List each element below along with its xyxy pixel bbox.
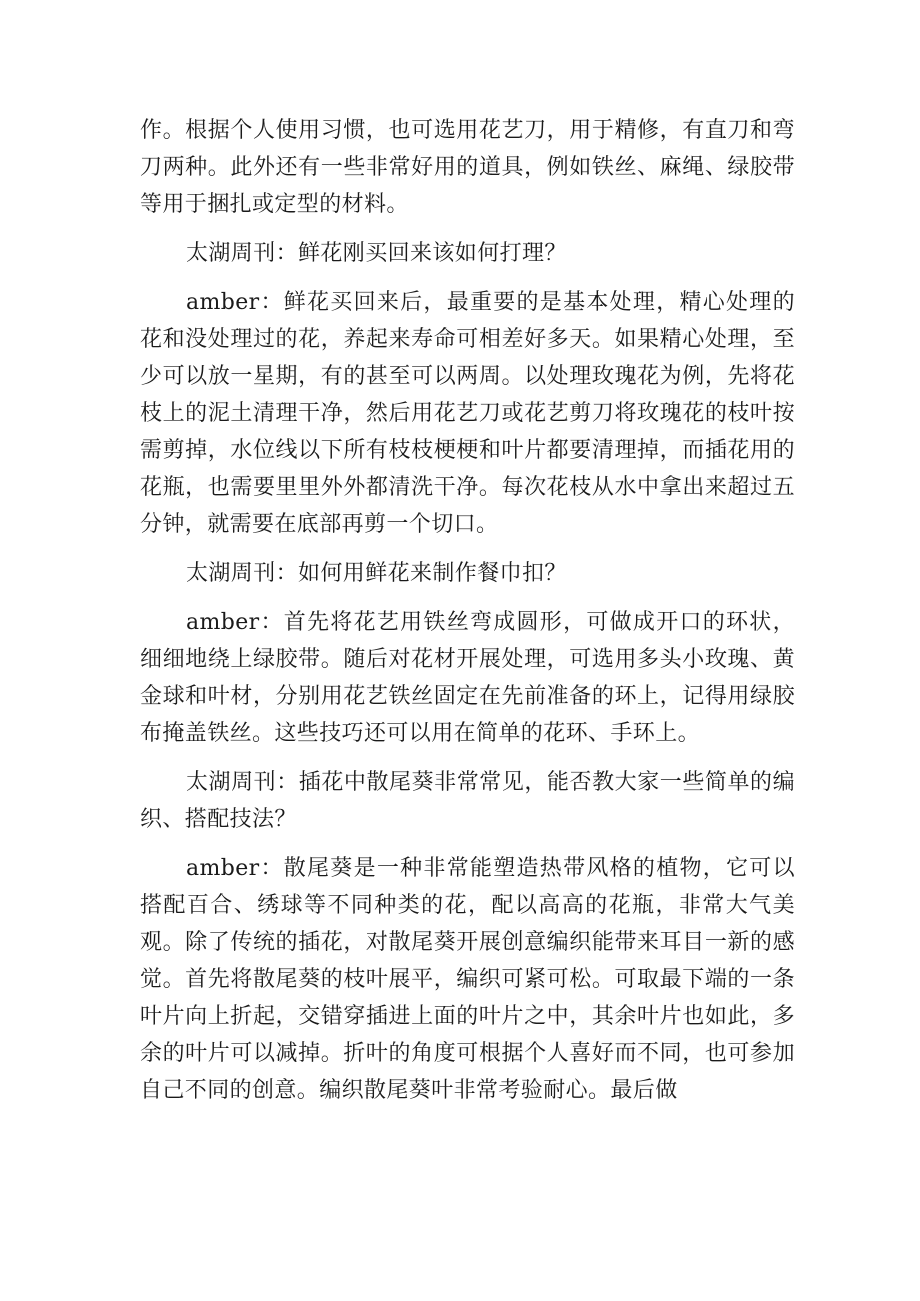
- article-body: [140, 112, 795, 1121]
- paragraph-tools-intro: 作。根据个人使用习惯，也可选用花艺刀，用于精修，有直刀和弯刀两种。此外还有一些非常好用的道具，例如铁丝、麻绳、绿胶带等用于捆扎或定型的材料。: [140, 118, 795, 217]
- answer-napkin-ring: amber：首先将花艺用铁丝弯成圆形，可做成开口的环状，细细地绕上绿胶带。随后对花材开展处理，可选用多头小玫瑰、黄金球和叶材，分别用花艺铁丝固定在先前准备的环上，记得用绿胶布掩盖铁丝。这些技巧还可以用在简单的花环、手环上。: [140, 610, 795, 746]
- question-areca-palm-weaving: 太湖周刊：插花中散尾葵非常常见，能否教大家一些简单的编织、搭配技法？: [140, 770, 795, 832]
- answer-areca-palm-weaving: amber：散尾葵是一种非常能塑造热带风格的植物，它可以搭配百合、绣球等不同种类的花，配以高高的花瓶，非常大气美观。除了传统的插花，对散尾葵开展创意编织能带来耳目一新的感觉。首先将散尾葵的枝叶展平，编织可紧可松。可取最下端的一条叶片向上折起，交错穿插进上面的叶片之中，其余叶片也如此，多余的叶片可以减掉。折叶的角度可根据个人喜好而不同，也可参加自己不同的创意。编织散尾葵叶非常考验耐心。最后做: [140, 856, 795, 1103]
- question-napkin-ring: 太湖周刊：如何用鲜花来制作餐巾扣？: [186, 561, 567, 586]
- answer-fresh-flower-care: amber：鲜花买回来后，最重要的是基本处理，精心处理的花和没处理过的花，养起来寿命可相差好多天。如果精心处理，至少可以放一星期，有的甚至可以两周。以处理玫瑰花为例，先将花枝上的泥土清理干净，然后用花艺刀或花艺剪刀将玫瑰花的枝叶按需剪掉，水位线以下所有枝枝梗梗和叶片都要清理掉，而插花用的花瓶，也需要里里外外都清洗干净。每次花枝从水中拿出来超过五分钟，就需要在底部再剪一个切口。: [140, 290, 795, 537]
- question-fresh-flower-care: 太湖周刊：鲜花刚买回来该如何打理？: [186, 241, 567, 266]
